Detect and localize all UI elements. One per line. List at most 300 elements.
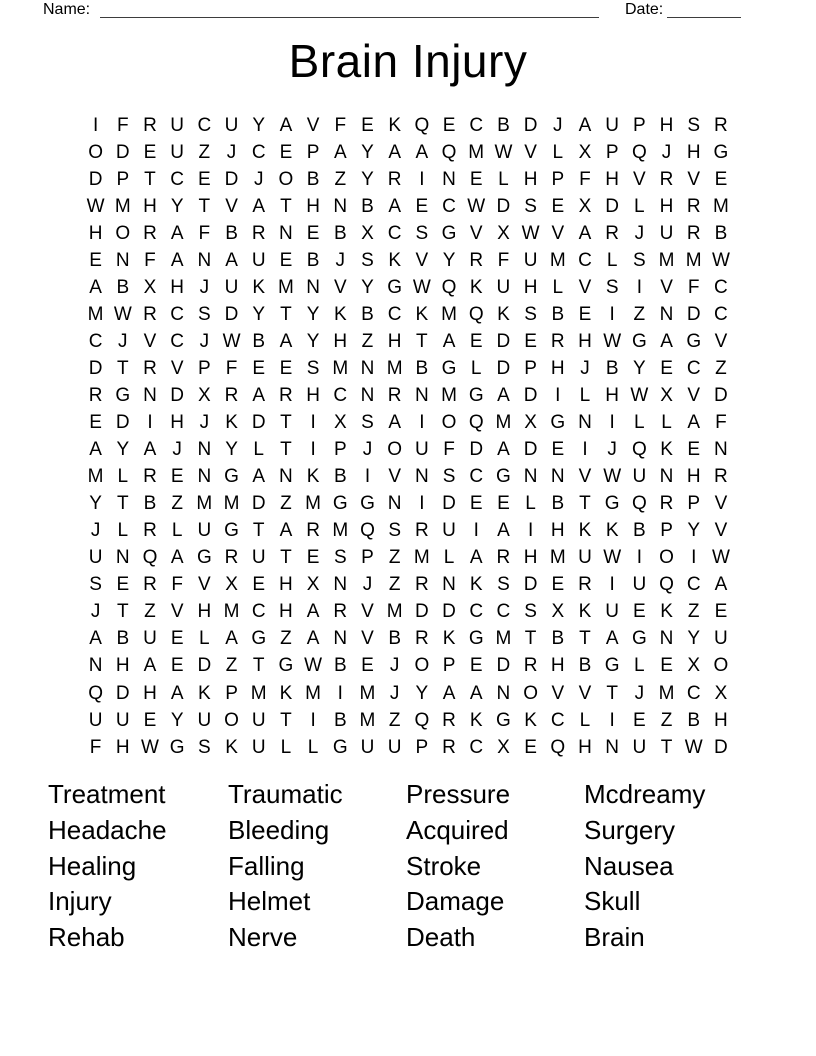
- grid-cell: R: [279, 384, 293, 406]
- grid-cell: X: [361, 222, 374, 244]
- grid-cell: M: [250, 682, 267, 704]
- word-list-column: [406, 777, 510, 956]
- grid-cell: U: [442, 520, 456, 542]
- grid-cell: V: [170, 601, 184, 623]
- grid-cell: C: [714, 303, 728, 325]
- grid-cell: Z: [280, 628, 292, 650]
- grid-cell: V: [225, 195, 238, 217]
- grid-cell: M: [277, 276, 294, 298]
- grid-cell: N: [115, 547, 130, 569]
- word-item: Skull: [584, 886, 641, 917]
- grid-cell: W: [630, 384, 649, 406]
- grid-cell: C: [170, 168, 185, 190]
- grid-cell: E: [279, 249, 293, 271]
- grid-cell: N: [143, 384, 157, 406]
- grid-cell: V: [469, 222, 483, 244]
- grid-cell: A: [225, 628, 238, 650]
- grid-cell: N: [387, 493, 402, 515]
- grid-cell: G: [496, 709, 511, 731]
- grid-cell: H: [550, 655, 565, 677]
- grid-cell: K: [469, 574, 483, 596]
- grid-cell: K: [306, 466, 320, 488]
- grid-cell: N: [197, 439, 212, 461]
- grid-cell: Z: [660, 709, 673, 731]
- grid-cell: D: [442, 493, 456, 515]
- grid-cell: H: [714, 709, 728, 731]
- grid-cell: A: [469, 547, 483, 569]
- grid-cell: R: [605, 222, 620, 244]
- grid-cell: U: [496, 276, 511, 298]
- word-item: Falling: [228, 850, 305, 881]
- grid-cell: S: [605, 276, 619, 298]
- grid-cell: E: [279, 141, 293, 163]
- grid-cell: Y: [89, 493, 102, 515]
- grid-cell: E: [306, 222, 320, 244]
- grid-cell: P: [551, 168, 565, 190]
- grid-cell: M: [114, 195, 131, 217]
- grid-cell: G: [550, 412, 566, 434]
- grid-cell: B: [361, 195, 374, 217]
- grid-cell: A: [605, 628, 619, 650]
- word-item: Stroke: [406, 850, 482, 881]
- grid-cell: K: [225, 412, 238, 434]
- grid-cell: T: [280, 195, 292, 217]
- grid-cell: W: [711, 249, 730, 271]
- grid-cell: N: [659, 628, 674, 650]
- grid-cell: E: [714, 601, 728, 623]
- grid-cell: B: [605, 357, 619, 379]
- grid-cell: M: [223, 601, 240, 623]
- grid-cell: T: [116, 601, 129, 623]
- grid-cell: H: [88, 222, 103, 244]
- grid-cell: R: [224, 384, 239, 406]
- grid-cell: H: [659, 114, 674, 136]
- grid-cell: Q: [441, 141, 457, 163]
- grid-cell: F: [715, 412, 727, 434]
- grid-cell: Q: [468, 412, 484, 434]
- grid-cell: R: [306, 520, 320, 542]
- grid-cell: T: [579, 628, 591, 650]
- grid-cell: J: [362, 439, 373, 461]
- grid-cell: H: [523, 547, 538, 569]
- grid-cell: M: [495, 412, 512, 434]
- grid-cell: X: [660, 384, 673, 406]
- grid-cell: T: [524, 628, 537, 650]
- grid-cell: N: [197, 249, 212, 271]
- grid-cell: E: [89, 249, 102, 271]
- grid-cell: W: [711, 547, 730, 569]
- grid-cell: E: [469, 168, 483, 190]
- grid-cell: F: [579, 168, 591, 190]
- grid-cell: A: [660, 330, 673, 352]
- grid-cell: C: [442, 195, 456, 217]
- grid-cell: S: [415, 222, 429, 244]
- grid-cell: B: [388, 628, 401, 650]
- grid-cell: I: [582, 439, 588, 461]
- grid-cell: M: [223, 493, 240, 515]
- grid-cell: T: [252, 520, 265, 542]
- grid-cell: O: [659, 547, 674, 569]
- grid-cell: C: [387, 303, 402, 325]
- grid-cell: H: [550, 357, 565, 379]
- grid-cell: Q: [88, 682, 103, 704]
- grid-cell: D: [523, 384, 538, 406]
- grid-cell: B: [333, 709, 347, 731]
- grid-cell: A: [415, 141, 429, 163]
- grid-cell: G: [713, 141, 729, 163]
- grid-cell: U: [659, 222, 674, 244]
- grid-cell: E: [687, 439, 701, 461]
- grid-cell: Q: [142, 547, 158, 569]
- grid-cell: V: [361, 628, 374, 650]
- name-label: Name:: [43, 1, 91, 18]
- grid-cell: W: [412, 276, 431, 298]
- grid-cell: J: [389, 682, 400, 704]
- grid-cell: I: [147, 412, 153, 434]
- grid-cell: U: [387, 736, 402, 758]
- grid-cell: X: [578, 141, 592, 163]
- grid-cell: A: [442, 330, 456, 352]
- word-item: Headache: [48, 814, 167, 845]
- grid-cell: M: [196, 493, 213, 515]
- grid-cell: H: [333, 330, 348, 352]
- grid-cell: W: [603, 330, 622, 352]
- grid-cell: E: [361, 114, 374, 136]
- grid-cell: K: [225, 736, 238, 758]
- grid-cell: I: [419, 168, 425, 190]
- grid-cell: N: [523, 466, 538, 488]
- grid-cell: E: [551, 195, 565, 217]
- grid-cell: U: [224, 276, 239, 298]
- grid-cell: A: [333, 141, 347, 163]
- grid-cell: S: [198, 303, 211, 325]
- grid-cell: I: [473, 520, 479, 542]
- grid-cell: H: [578, 330, 592, 352]
- grid-cell: H: [306, 195, 320, 217]
- grid-cell: E: [170, 466, 184, 488]
- grid-cell: W: [304, 655, 323, 677]
- grid-cell: V: [361, 601, 374, 623]
- grid-cell: Y: [252, 114, 266, 136]
- grid-cell: M: [87, 466, 104, 488]
- grid-cell: A: [442, 682, 456, 704]
- grid-cell: E: [252, 574, 266, 596]
- grid-cell: D: [714, 384, 728, 406]
- grid-cell: M: [658, 249, 675, 271]
- grid-cell: C: [686, 574, 701, 596]
- grid-cell: E: [143, 141, 157, 163]
- grid-cell: I: [555, 384, 561, 406]
- grid-cell: M: [441, 384, 457, 406]
- grid-cell: P: [633, 114, 646, 136]
- grid-cell: G: [251, 628, 267, 650]
- grid-cell: I: [337, 682, 343, 704]
- grid-cell: F: [443, 439, 455, 461]
- grid-cell: D: [88, 357, 103, 379]
- grid-cell: H: [605, 168, 620, 190]
- grid-cell: N: [360, 357, 375, 379]
- grid-cell: Z: [361, 330, 374, 352]
- grid-cell: D: [496, 330, 511, 352]
- grid-cell: F: [334, 114, 347, 136]
- grid-cell: R: [387, 168, 402, 190]
- grid-cell: K: [469, 709, 483, 731]
- grid-cell: J: [90, 601, 101, 623]
- grid-cell: E: [551, 439, 565, 461]
- grid-cell: A: [497, 520, 510, 542]
- grid-cell: I: [636, 547, 642, 569]
- grid-cell: H: [523, 168, 538, 190]
- word-item: Brain: [584, 922, 645, 953]
- grid-cell: E: [415, 195, 429, 217]
- grid-cell: V: [170, 357, 184, 379]
- grid-cell: K: [660, 439, 673, 461]
- grid-cell: W: [141, 736, 159, 758]
- grid-cell: G: [387, 276, 403, 298]
- grid-cell: X: [333, 412, 347, 434]
- grid-cell: C: [469, 736, 484, 758]
- grid-cell: N: [279, 222, 293, 244]
- grid-cell: Z: [171, 493, 183, 515]
- grid-cell: B: [633, 520, 646, 542]
- grid-cell: H: [170, 412, 185, 434]
- grid-cell: R: [414, 574, 429, 596]
- grid-cell: G: [196, 547, 212, 569]
- grid-cell: W: [684, 736, 703, 758]
- grid-cell: B: [361, 303, 374, 325]
- grid-cell: W: [86, 195, 105, 217]
- grid-cell: A: [306, 601, 320, 623]
- grid-cell: U: [605, 601, 620, 623]
- grid-cell: A: [388, 195, 401, 217]
- grid-cell: I: [310, 439, 316, 461]
- grid-cell: J: [90, 520, 101, 542]
- grid-cell: J: [553, 114, 563, 136]
- grid-cell: O: [88, 141, 103, 163]
- grid-cell: G: [441, 357, 457, 379]
- grid-cell: Q: [468, 303, 484, 325]
- grid-cell: I: [636, 276, 642, 298]
- grid-cell: H: [306, 384, 320, 406]
- grid-cell: U: [360, 736, 375, 758]
- grid-cell: S: [687, 114, 701, 136]
- grid-cell: L: [280, 736, 292, 758]
- grid-cell: D: [686, 303, 701, 325]
- grid-cell: E: [524, 330, 537, 352]
- grid-cell: E: [660, 655, 673, 677]
- word-search-grid: [82, 112, 735, 761]
- grid-cell: Q: [631, 439, 647, 461]
- grid-cell: R: [496, 547, 511, 569]
- grid-cell: V: [714, 330, 728, 352]
- grid-cell: Z: [633, 303, 646, 325]
- grid-cell: G: [169, 736, 185, 758]
- grid-cell: Q: [550, 736, 566, 758]
- grid-cell: D: [469, 439, 484, 461]
- grid-cell: F: [144, 249, 156, 271]
- grid-cell: F: [116, 114, 129, 136]
- word-item: Bleeding: [228, 814, 330, 845]
- grid-cell: M: [549, 547, 566, 569]
- grid-cell: J: [199, 330, 210, 352]
- grid-cell: U: [115, 709, 130, 731]
- grid-cell: E: [524, 736, 537, 758]
- grid-cell: W: [467, 195, 486, 217]
- word-item: Treatment: [48, 779, 166, 809]
- grid-cell: K: [415, 303, 429, 325]
- grid-cell: Z: [280, 493, 292, 515]
- grid-cell: J: [634, 222, 645, 244]
- grid-cell: B: [143, 493, 157, 515]
- word-item: Helmet: [228, 886, 311, 917]
- word-item: Death: [406, 922, 476, 953]
- grid-cell: C: [387, 222, 402, 244]
- grid-cell: Y: [361, 276, 374, 298]
- grid-cell: G: [278, 655, 294, 677]
- grid-cell: R: [143, 520, 157, 542]
- grid-cell: G: [224, 520, 239, 542]
- grid-cell: R: [714, 114, 728, 136]
- grid-cell: I: [527, 520, 534, 542]
- grid-cell: X: [497, 222, 510, 244]
- grid-cell: S: [388, 520, 401, 542]
- grid-cell: O: [224, 709, 239, 731]
- grid-cell: R: [143, 574, 157, 596]
- grid-cell: D: [115, 412, 130, 434]
- grid-cell: L: [552, 141, 564, 163]
- grid-cell: R: [659, 168, 674, 190]
- grid-cell: N: [197, 466, 212, 488]
- grid-cell: B: [333, 222, 347, 244]
- word-item: Damage: [406, 886, 505, 917]
- grid-cell: N: [442, 168, 456, 190]
- grid-cell: L: [552, 276, 564, 298]
- grid-cell: A: [687, 412, 701, 434]
- grid-cell: H: [143, 195, 157, 217]
- grid-cell: V: [415, 249, 429, 271]
- grid-cell: P: [333, 439, 347, 461]
- grid-cell: G: [631, 330, 647, 352]
- grid-cell: R: [442, 736, 456, 758]
- grid-cell: M: [712, 195, 729, 217]
- grid-cell: P: [687, 493, 701, 515]
- grid-cell: H: [197, 601, 212, 623]
- grid-cell: N: [333, 574, 348, 596]
- grid-cell: H: [550, 520, 565, 542]
- grid-cell: A: [170, 249, 184, 271]
- name-fill-line: [100, 17, 599, 18]
- grid-cell: F: [89, 736, 102, 758]
- grid-cell: S: [524, 303, 537, 325]
- grid-cell: G: [604, 655, 620, 677]
- grid-cell: E: [469, 655, 483, 677]
- grid-cell: D: [251, 493, 266, 515]
- grid-cell: O: [713, 655, 729, 677]
- grid-cell: P: [306, 141, 320, 163]
- grid-cell: R: [469, 249, 484, 271]
- grid-cell: F: [687, 276, 700, 298]
- grid-cell: Z: [388, 709, 401, 731]
- grid-cell: O: [115, 222, 131, 244]
- grid-cell: V: [551, 222, 565, 244]
- grid-cell: T: [606, 682, 618, 704]
- grid-cell: C: [714, 276, 728, 298]
- grid-cell: U: [170, 141, 185, 163]
- grid-cell: X: [578, 195, 592, 217]
- grid-cell: V: [578, 466, 592, 488]
- grid-cell: K: [497, 303, 510, 325]
- grid-cell: K: [198, 682, 211, 704]
- grid-cell: S: [361, 412, 374, 434]
- grid-cell: V: [578, 682, 592, 704]
- grid-cell: J: [253, 168, 264, 190]
- grid-cell: D: [251, 412, 266, 434]
- word-item: Surgery: [584, 814, 676, 845]
- grid-cell: O: [387, 439, 403, 461]
- grid-cell: J: [580, 357, 590, 379]
- grid-cell: U: [88, 547, 103, 569]
- grid-cell: Y: [415, 682, 429, 704]
- grid-cell: G: [604, 493, 620, 515]
- grid-cell: G: [468, 628, 484, 650]
- grid-cell: A: [388, 141, 401, 163]
- grid-cell: K: [469, 276, 483, 298]
- grid-cell: H: [115, 736, 130, 758]
- grid-cell: Y: [252, 303, 266, 325]
- grid-cell: A: [279, 114, 293, 136]
- grid-cell: G: [224, 466, 239, 488]
- grid-cell: T: [144, 168, 156, 190]
- grid-cell: L: [443, 547, 455, 569]
- grid-cell: T: [280, 547, 292, 569]
- grid-cell: N: [442, 574, 456, 596]
- grid-cell: Y: [442, 249, 456, 271]
- grid-cell: C: [469, 601, 484, 623]
- grid-cell: K: [578, 520, 592, 542]
- grid-cell: H: [686, 466, 701, 488]
- grid-cell: V: [198, 574, 211, 596]
- grid-cell: C: [550, 709, 565, 731]
- grid-cell: S: [524, 601, 537, 623]
- grid-cell: R: [143, 466, 157, 488]
- grid-cell: A: [714, 574, 728, 596]
- grid-cell: Z: [225, 655, 238, 677]
- grid-cell: X: [198, 384, 211, 406]
- grid-cell: I: [419, 493, 425, 515]
- grid-cell: S: [306, 357, 320, 379]
- grid-cell: L: [525, 493, 536, 515]
- grid-cell: B: [252, 330, 266, 352]
- grid-cell: S: [442, 466, 456, 488]
- grid-cell: U: [251, 709, 266, 731]
- grid-cell: K: [388, 114, 401, 136]
- grid-cell: R: [550, 330, 565, 352]
- page-title: Brain Injury: [288, 35, 528, 87]
- grid-cell: S: [333, 547, 347, 569]
- grid-cell: K: [578, 601, 592, 623]
- grid-cell: B: [116, 276, 130, 298]
- grid-cell: V: [714, 520, 728, 542]
- grid-cell: T: [116, 493, 129, 515]
- grid-cell: V: [687, 384, 701, 406]
- grid-cell: M: [386, 357, 403, 379]
- grid-cell: R: [143, 114, 157, 136]
- grid-cell: K: [605, 520, 619, 542]
- grid-cell: N: [414, 384, 429, 406]
- grid-cell: B: [497, 114, 510, 136]
- grid-cell: B: [551, 628, 565, 650]
- grid-cell: N: [714, 439, 728, 461]
